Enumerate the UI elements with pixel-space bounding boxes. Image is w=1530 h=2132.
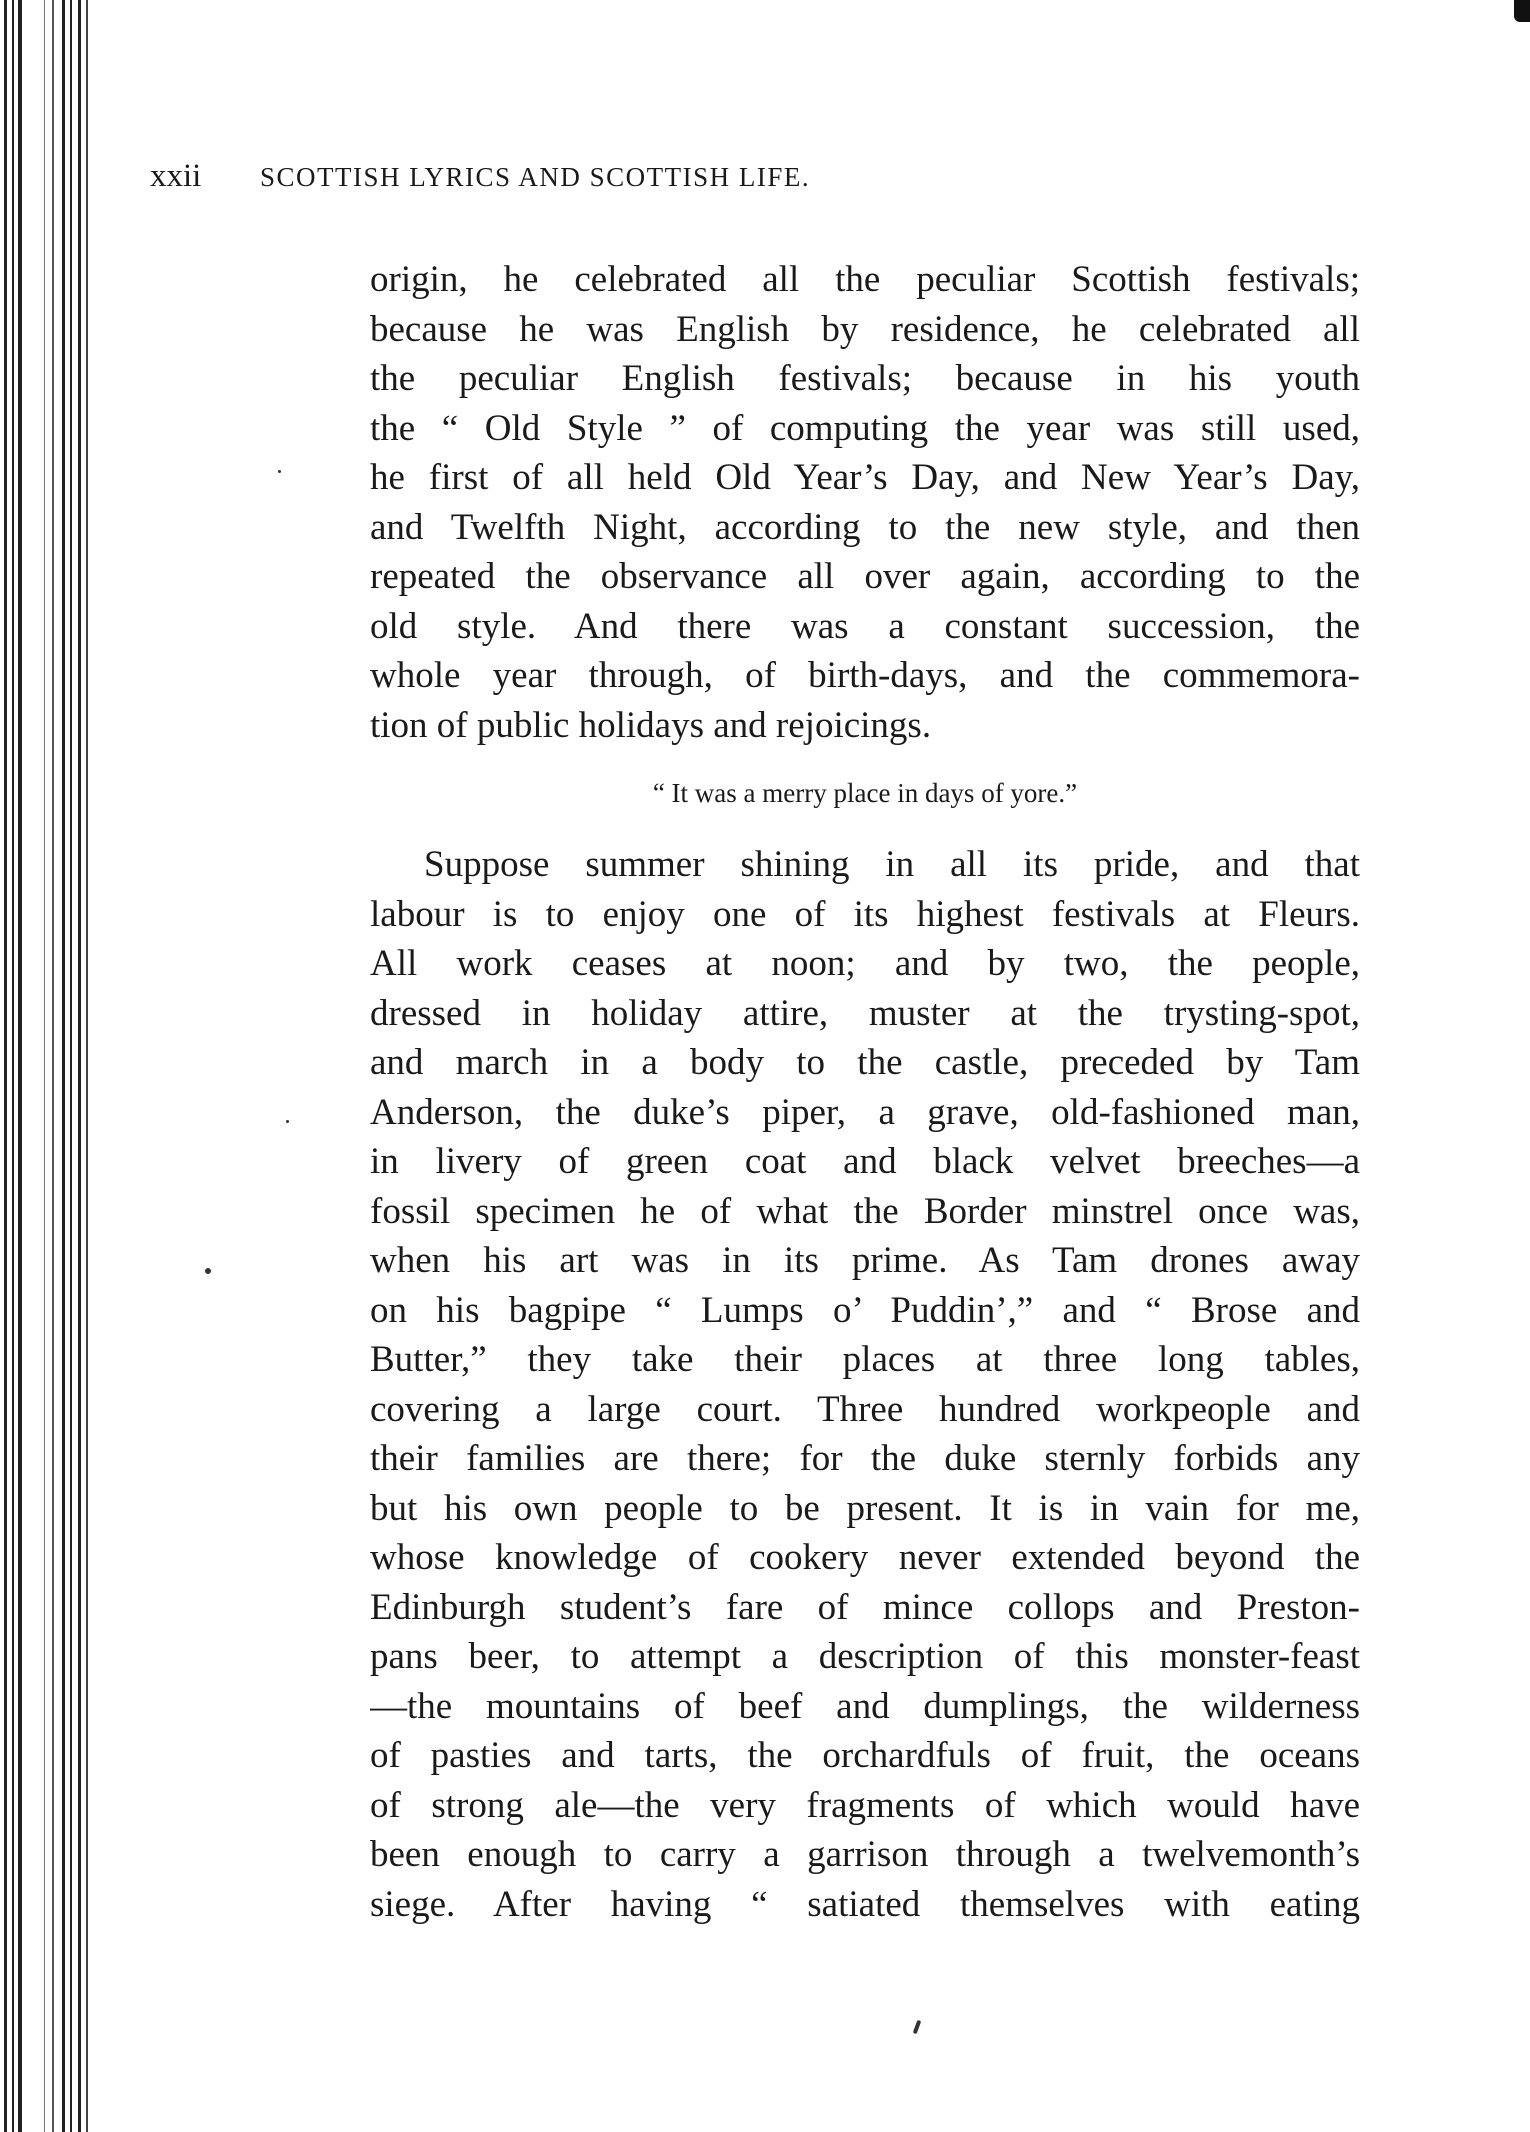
text-line: Anderson, the duke’s piper, a grave, old-fashioned man, — [370, 1091, 1360, 1133]
text-line: covering a large court. Three hundred workpeople and — [370, 1388, 1360, 1430]
text-line: pans beer, to attempt a description of this monster-feast — [370, 1636, 1360, 1677]
text-line: whole year through, of birth-days, and the commemora- — [370, 655, 1360, 696]
text-line: the peculiar English festivals; because in his youth — [370, 358, 1360, 399]
text-line: and Twelfth Night, according to the new style, and then — [370, 506, 1360, 548]
text-line: Butter,” they take their places at three long tables, — [370, 1339, 1360, 1380]
book-binding-edge — [0, 0, 120, 2132]
text-line: old style. And there was a constant succession, the — [370, 605, 1360, 647]
text-line: in livery of green coat and black velvet breeches—a — [370, 1141, 1360, 1182]
ink-speck — [913, 2020, 922, 2035]
ink-speck — [205, 1268, 211, 1274]
text-line: origin, he celebrated all the peculiar Scottish festivals; — [370, 259, 1360, 300]
text-line: repeated the observance all over again, according to the — [370, 556, 1360, 597]
text-line: he first of all held Old Year’s Day, and New Year’s Day, — [370, 457, 1360, 498]
paragraph-feast — [370, 840, 1360, 1929]
text-line: Suppose summer shining in all its pride, and that — [424, 844, 1360, 885]
text-line: All work ceases at noon; and by two, the people, — [370, 943, 1360, 984]
text-line: of pasties and tarts, the orchardfuls of fruit, the oceans — [370, 1735, 1360, 1776]
running-title: SCOTTISH LYRICS AND SCOTTISH LIFE. — [260, 162, 811, 192]
text-line: but his own people to be present. It is in vain for me, — [370, 1487, 1360, 1529]
text-line: tion of public holidays and rejoicings. — [370, 704, 932, 746]
text-line: fossil specimen he of what the Border minstrel once was, — [370, 1190, 1360, 1232]
text-line: of strong ale—the very fragments of which would have — [370, 1784, 1360, 1826]
text-line: whose knowledge of cookery never extended beyond the — [370, 1537, 1360, 1578]
text-line: on his bagpipe “ Lumps o’ Puddin’,” and “ Brose and — [370, 1289, 1360, 1331]
text-line: the “ Old Style ” of computing the year was still used, — [370, 407, 1360, 449]
text-line: dressed in holiday attire, muster at the trysting-spot, — [370, 992, 1360, 1034]
paragraph-continued — [370, 255, 1360, 750]
page-corner-mark — [1514, 0, 1530, 22]
text-line: because he was English by residence, he celebrated all — [370, 308, 1360, 350]
page-number: xxii — [150, 158, 202, 194]
text-line: —the mountains of beef and dumplings, the wilderness — [370, 1685, 1360, 1727]
text-line: Edinburgh student’s fare of mince collops and Preston- — [370, 1586, 1360, 1628]
text-line: been enough to carry a garrison through a twelvemonth’s — [370, 1834, 1360, 1875]
text-line: labour is to enjoy one of its highest festivals at Fleurs. — [370, 893, 1360, 935]
text-line: and march in a body to the castle, preceded by Tam — [370, 1042, 1360, 1083]
running-head — [150, 158, 1210, 208]
text-line: siege. After having “ satiated themselves with eating — [370, 1883, 1360, 1925]
text-line: when his art was in its prime. As Tam drones away — [370, 1240, 1360, 1281]
epigraph-quote: “ It was a merry place in days of yore.” — [652, 778, 1078, 808]
ink-speck — [286, 1120, 289, 1123]
ink-speck — [278, 470, 281, 473]
text-line: their families are there; for the duke sternly forbids any — [370, 1438, 1360, 1479]
